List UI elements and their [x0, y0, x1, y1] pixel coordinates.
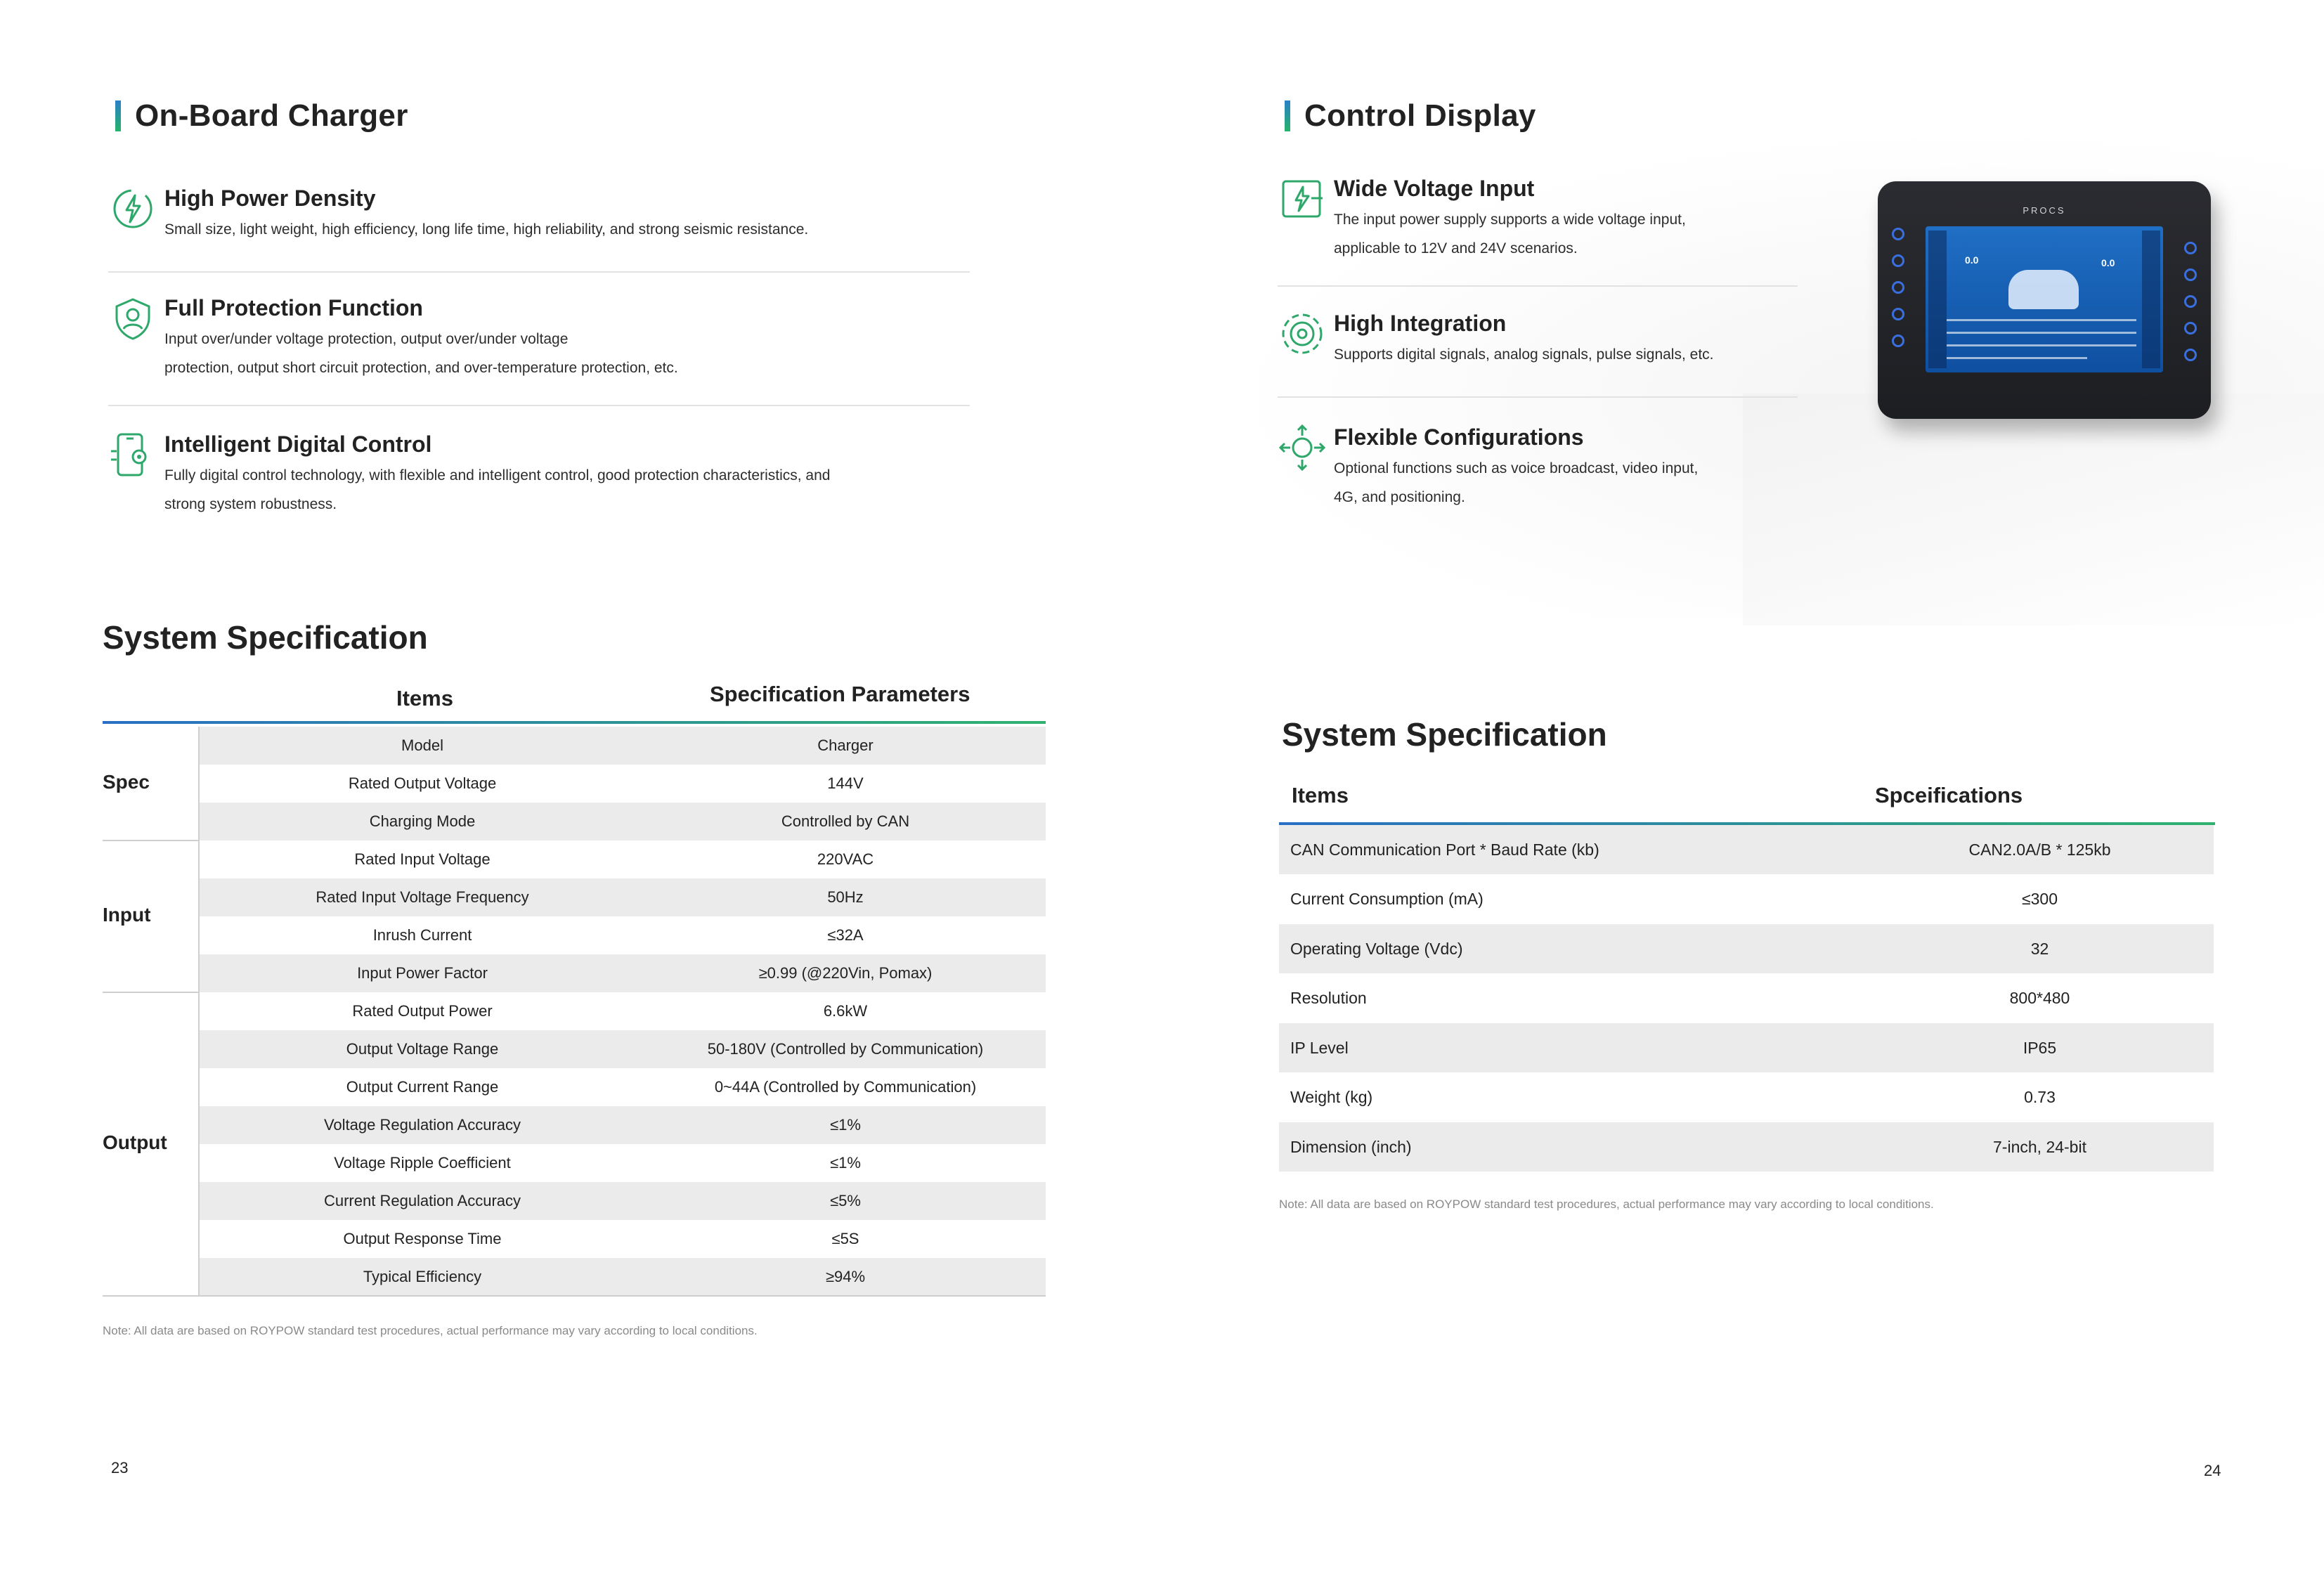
table-group-label: Input — [103, 904, 151, 926]
feature-desc — [164, 461, 830, 519]
shield-person-icon — [108, 294, 157, 343]
table-group-label: Output — [103, 1131, 167, 1153]
feature-high-integration — [1278, 309, 1713, 369]
device-button — [2184, 295, 2197, 308]
feature-desc — [1334, 205, 1686, 263]
screen-data-line — [1947, 319, 2136, 321]
table-cell-item: Model — [401, 736, 443, 754]
table-cell-item: Inrush Current — [372, 926, 472, 944]
table-row — [1279, 1023, 2214, 1072]
feature-desc-line: strong system robustness. — [164, 496, 337, 512]
table-cell-value: Controlled by CAN — [781, 812, 910, 830]
device-screen — [1926, 226, 2163, 372]
integration-gear-icon — [1278, 309, 1327, 358]
device-button — [1892, 254, 1904, 267]
table-cell-item: Current Consumption (mA) — [1290, 890, 1484, 908]
table-cell-item: Voltage Ripple Coefficient — [334, 1154, 511, 1172]
table-group-label: Spec — [103, 771, 150, 793]
table-cell-value: ≥94% — [825, 1268, 866, 1285]
feature-desc: Small size, light weight, high efficiency, long life time, high reliability, and strong seismic resistance. — [164, 221, 809, 238]
lightning-cycle-icon — [108, 184, 157, 233]
table-cell-value: CAN2.0A/B * 125kb — [1968, 840, 2111, 859]
table-cell-value: 144V — [827, 774, 864, 792]
table-cell-item: Weight (kg) — [1290, 1088, 1373, 1106]
feature-desc-line: Input over/under voltage protection, output over/under voltage — [164, 331, 569, 347]
screen-readout-right: 0.0 — [2101, 257, 2115, 268]
feature-desc-line: applicable to 12V and 24V scenarios. — [1334, 240, 1578, 257]
table-cell-item: Rated Input Voltage Frequency — [316, 888, 529, 906]
table-row — [1279, 1122, 2214, 1172]
table-row — [200, 878, 1046, 916]
spec-heading-charger: System Specification — [103, 619, 428, 656]
table-row — [200, 765, 1046, 803]
feature-desc — [164, 325, 678, 382]
device-shelf — [1743, 394, 2324, 625]
divider — [108, 271, 970, 273]
table-row — [200, 1144, 1046, 1182]
feature-flexible-config — [1278, 423, 1698, 512]
arrows-config-icon — [1278, 423, 1327, 472]
table-cell-value: 6.6kW — [823, 1002, 868, 1020]
table-cell-value: 50-180V (Controlled by Communication) — [707, 1040, 984, 1058]
table-row — [200, 1258, 1046, 1296]
table-header-rule — [103, 721, 1046, 724]
feature-desc-line: 4G, and positioning. — [1334, 489, 1465, 505]
feature-title: Flexible Configurations — [1334, 424, 1584, 450]
table-row — [200, 1106, 1046, 1144]
device-button — [1892, 228, 1904, 240]
table-cell-item: Rated Output Power — [352, 1002, 493, 1020]
table-group-border — [198, 992, 200, 1296]
table-cell-item: Output Current Range — [346, 1078, 499, 1096]
table-row — [200, 1220, 1046, 1258]
table-header-spec: Specification Parameters — [710, 682, 971, 706]
table-cell-value: ≤300 — [2022, 890, 2058, 908]
spec-heading-display: System Specification — [1282, 716, 1607, 753]
device-button — [2184, 242, 2197, 254]
table-cell-value: ≤32A — [827, 926, 864, 944]
table-cell-value: ≤5% — [830, 1192, 861, 1209]
screen-data-line — [1947, 344, 2136, 346]
feature-desc: Supports digital signals, analog signals, pulse signals, etc. — [1334, 346, 1714, 363]
mixer-truck-graphic — [2008, 270, 2079, 309]
page-number: 24 — [2204, 1462, 2221, 1479]
table-cell-item: Rated Input Voltage — [354, 850, 491, 868]
divider — [108, 405, 970, 406]
screen-data-line — [1947, 357, 2087, 359]
table-row — [200, 727, 1046, 765]
table-cell-value: 32 — [2030, 939, 2049, 958]
screen-right-menu — [2142, 231, 2160, 368]
title-accent-bar — [1285, 100, 1290, 131]
table-cell-value: 50Hz — [827, 888, 864, 906]
device-button — [1892, 335, 1904, 347]
table-cell-value: 800*480 — [2009, 989, 2070, 1007]
feature-wide-voltage — [1278, 174, 1686, 263]
table-cell-item: Resolution — [1290, 989, 1367, 1007]
table-cell-item: Dimension (inch) — [1290, 1137, 1412, 1156]
table-cell-item: Operating Voltage (Vdc) — [1290, 939, 1463, 958]
table-cell-item: Output Response Time — [343, 1230, 502, 1247]
table-row — [200, 916, 1046, 954]
table-cell-value: ≤1% — [830, 1116, 861, 1134]
table-header-items: Items — [1292, 783, 1349, 807]
divider — [1278, 285, 1798, 287]
table-group-separator — [103, 840, 200, 841]
device-brand: PROCS — [2023, 205, 2066, 216]
table-cell-value: Charger — [817, 736, 874, 754]
feature-desc-line: The input power supply supports a wide voltage input, — [1334, 212, 1686, 228]
table-cell-value: 7-inch, 24-bit — [1993, 1137, 2086, 1156]
feature-desc-line: protection, output short circuit protection, and over-temperature protection, etc. — [164, 360, 678, 376]
table-row — [200, 1068, 1046, 1106]
device-button — [1892, 308, 1904, 320]
table-row — [200, 1030, 1046, 1068]
table-group-border — [198, 841, 200, 992]
table-cell-item: Charging Mode — [369, 812, 476, 830]
table-cell-item: CAN Communication Port * Baud Rate (kb) — [1290, 840, 1599, 859]
table-row — [1279, 1073, 2214, 1122]
feature-intelligent-control — [108, 430, 830, 519]
note: Note: All data are based on ROYPOW standard test procedures, actual performance may vary according to local conditions. — [1279, 1198, 1934, 1211]
table-header-spec: Spceifications — [1875, 783, 2023, 807]
title-accent-bar — [115, 100, 121, 131]
table-row — [200, 803, 1046, 841]
table-cell-value: 0~44A (Controlled by Communication) — [714, 1078, 977, 1096]
table-group-border — [198, 727, 200, 841]
table-cell-item: Current Regulation Accuracy — [323, 1192, 521, 1209]
table-cell-value: ≤1% — [830, 1154, 861, 1172]
feature-high-power-density — [108, 184, 808, 244]
table-cell-item: Rated Output Voltage — [348, 774, 497, 792]
table-row — [200, 841, 1046, 878]
control-display-device — [1878, 181, 2211, 419]
table-cell-value: ≤5S — [831, 1230, 859, 1247]
device-button — [2184, 268, 2197, 281]
note: Note: All data are based on ROYPOW standard test procedures, actual performance may vary according to local conditions. — [103, 1324, 758, 1337]
table-row — [1279, 825, 2214, 874]
table-group-separator — [103, 1295, 1046, 1297]
table-row — [1279, 875, 2214, 924]
feature-title: High Integration — [1334, 311, 1507, 336]
section-title-text: On-Board Charger — [135, 98, 408, 133]
feature-desc — [1334, 454, 1698, 512]
feature-title: Full Protection Function — [164, 295, 423, 320]
table-header-items: Items — [396, 686, 453, 710]
phone-gear-icon — [108, 430, 157, 479]
feature-title: Wide Voltage Input — [1334, 176, 1535, 201]
feature-desc-line: Optional functions such as voice broadcast, video input, — [1334, 460, 1699, 476]
device-button — [1892, 281, 1904, 294]
table-cell-value: 0.73 — [2024, 1088, 2056, 1106]
table-group-separator — [103, 992, 200, 993]
table-cell-item: IP Level — [1290, 1038, 1349, 1057]
table-cell-value: 220VAC — [817, 850, 874, 868]
table-cell-item: Output Voltage Range — [346, 1040, 499, 1058]
screen-left-menu — [1928, 231, 1947, 368]
table-row — [1279, 974, 2214, 1023]
table-row — [200, 954, 1046, 992]
table-cell-item: Typical Efficiency — [363, 1268, 482, 1285]
section-title-charger — [115, 98, 408, 134]
lightning-panel-icon — [1278, 174, 1327, 223]
table-cell-item: Voltage Regulation Accuracy — [323, 1116, 521, 1134]
page-number: 23 — [111, 1459, 129, 1477]
table-row — [200, 992, 1046, 1030]
section-title-text: Control Display — [1304, 98, 1536, 133]
screen-data-line — [1947, 332, 2136, 334]
feature-desc-line: Fully digital control technology, with flexible and intelligent control, good protection characteristics, and — [164, 467, 831, 484]
screen-readout-left: 0.0 — [1965, 254, 1979, 266]
table-cell-item: Input Power Factor — [357, 964, 488, 982]
device-button — [2184, 322, 2197, 335]
table-cell-value: IP65 — [2023, 1038, 2057, 1057]
feature-title: High Power Density — [164, 186, 376, 211]
table-row — [1279, 924, 2214, 973]
divider — [1278, 396, 1798, 398]
feature-title: Intelligent Digital Control — [164, 431, 432, 457]
feature-full-protection — [108, 294, 678, 382]
device-button — [2184, 349, 2197, 361]
table-row — [200, 1182, 1046, 1220]
table-cell-value: ≥0.99 (@220Vin, Pomax) — [758, 964, 933, 982]
section-title-display — [1285, 98, 1536, 134]
